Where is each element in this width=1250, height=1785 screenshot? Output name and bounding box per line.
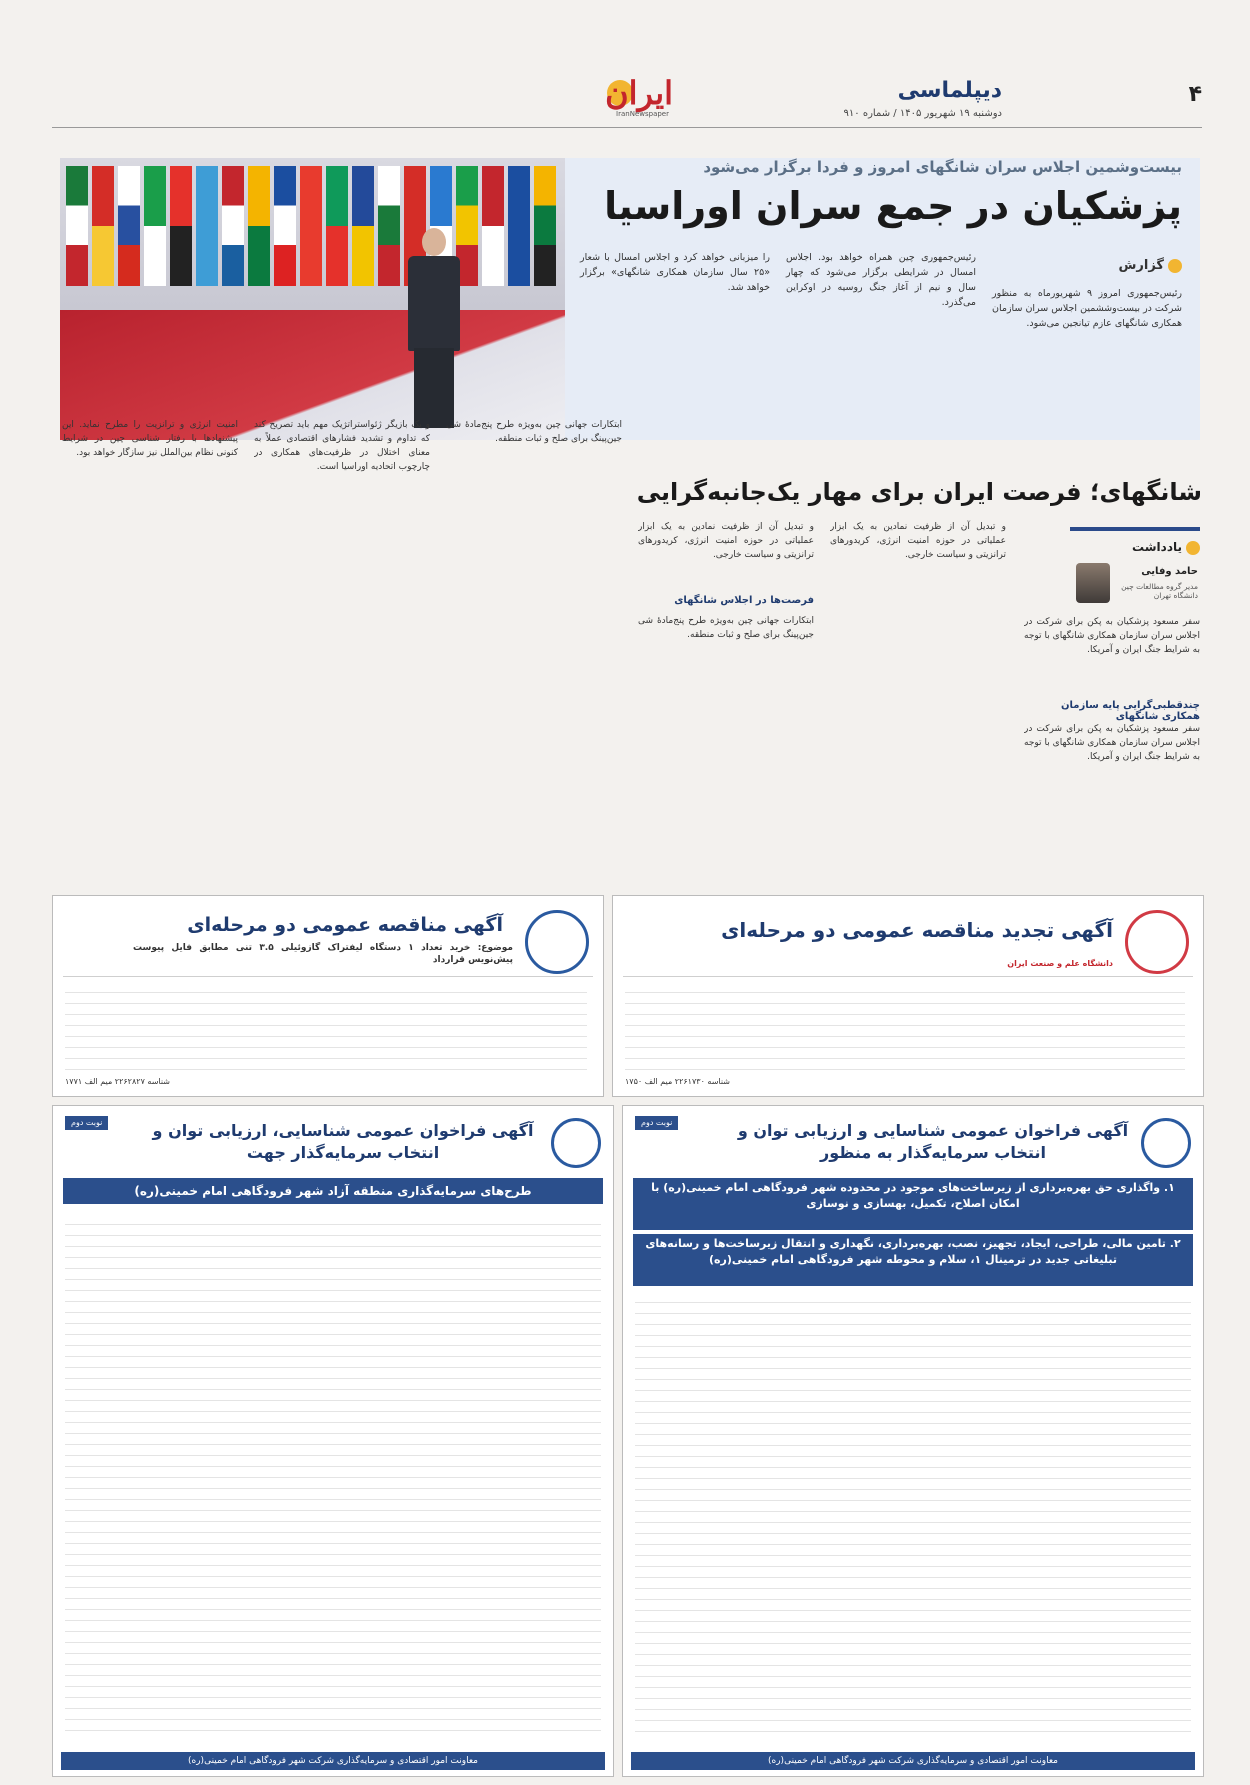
ad2-footer-id: شناسه ۲۲۶۲۸۲۷ میم الف ۱۷۷۱: [65, 1077, 170, 1086]
bank-emblem: [525, 910, 589, 974]
yellow-dot-icon: [1186, 541, 1200, 555]
lead-column-1: رئیس‌جمهوری امروز ۹ شهریورماه به منظور شرکت در بیست‌وششمین اجلاس سران سازمان همکاری شانگهای عازم تیانجین می‌شود.: [992, 288, 1182, 329]
lead-story: [60, 158, 1200, 440]
newspaper-logo: [607, 74, 697, 118]
lead-headline: پزشکیان در جمع سران اوراسیا: [604, 184, 1182, 228]
opinion-col-5: و یک بازیگر ژئواستراتژیک مهم باید تصریح کند که تداوم و تشدید فشارهای اقتصادی عملاً به معنای اختلال در ظرفیت‌های همکاری در چارچوب اتحادیه اوراسیا است.: [254, 420, 430, 472]
ad4-footer: معاونت امور اقتصادی و سرمایه‌گذاری شرکت شهر فرودگاهی امام خمینی(ره): [61, 1752, 605, 1770]
ad3-badge: نوبت دوم: [635, 1116, 678, 1130]
iran-emblem: [1141, 1118, 1191, 1168]
ad1-title: آگهی تجدید مناقصه عمومی دو مرحله‌ای: [721, 918, 1113, 942]
opinion-subhead-2: فرصت‌ها در اجلاس شانگهای: [674, 595, 814, 606]
opinion-col-3: ابتکارات جهانی چین به‌ویژه طرح پنج‌مادهٔ شی جین‌پینگ برای صلح و ثبات منطقه.: [638, 616, 814, 640]
lead-section-tag: گزارش: [1118, 258, 1182, 273]
ad2-subject: موضوع: خرید تعداد ۱ دستگاه لیفتراک گازوئیلی ۳.۵ تنی مطابق فایل پیوست پیش‌نویس قرارداد: [133, 943, 514, 965]
university-emblem: [1125, 910, 1189, 974]
ad3-footer: معاونت امور اقتصادی و سرمایه‌گذاری شرکت شهر فرودگاهی امام خمینی(ره): [631, 1752, 1195, 1770]
masthead: [52, 72, 1202, 128]
ad1-footer-id: شناسه ۲۲۶۱۷۳۰ میم الف ۱۷۵۰: [625, 1077, 730, 1086]
opinion-col-3a: و تبدیل آن از ظرفیت نمادین به یک ابزار عملیاتی در حوزه امنیت انرژی، کریدورهای ترانزیتی و سیاست خارجی.: [638, 522, 814, 560]
opinion-subhead-1: چندقطبی‌گرایی پایه سازمان همکاری شانگهای: [1060, 700, 1200, 722]
dateline: دوشنبه ۱۹ شهریور ۱۴۰۵ / شماره ۹۱۰: [843, 108, 1002, 119]
ad-call-investor-2: [52, 1105, 614, 1777]
author-role: مدیر گروه مطالعات چین دانشگاه تهران: [1121, 582, 1198, 600]
opinion-col-1b: سفر مسعود پزشکیان به پکن برای شرکت در اجلاس سران سازمان همکاری شانگهای با توجه به شرایط جنگ ایران و آمریکا.: [1024, 724, 1200, 762]
ad3-title: آگهی فراخوان عمومی شناسایی و ارزیابی توان و انتخاب سرمایه‌گذار به منظور: [737, 1121, 1129, 1162]
ad-tender-renewal: [612, 895, 1204, 1097]
author-name: حامد وفایی: [1141, 566, 1198, 577]
opinion-col-2: و تبدیل آن از ظرفیت نمادین به یک ابزار عملیاتی در حوزه امنیت انرژی، کریدورهای ترانزیتی و سیاست خارجی.: [830, 522, 1006, 560]
ad4-badge: نوبت دوم: [65, 1116, 108, 1130]
ad1-organization: دانشگاه علم و صنعت ایران: [1007, 959, 1113, 968]
opinion-headline: شانگهای؛ فرصت ایران برای مهار یک‌جانبه‌گرایی: [636, 478, 1202, 506]
ad-call-investor-1: [622, 1105, 1204, 1777]
opinion-col-4: ابتکارات جهانی چین به‌ویژه طرح پنج‌مادهٔ شی جین‌پینگ برای صلح و ثبات منطقه.: [446, 420, 622, 444]
opinion-col-6: امنیت انرژی و ترانزیت را مطرح نماید. این پیشنهادها با رفتار شناسی چین در شرایط کنونی نظام بین‌الملل نیز سازگار خواهد بود.: [62, 420, 238, 458]
lead-column-3: را میزبانی خواهد کرد و اجلاس امسال با شعار «۲۵ سال سازمان همکاری شانگهای» برگزار خواهد شد.: [580, 252, 770, 293]
logo-wordmark: ایران: [605, 74, 673, 112]
ad4-title: آگهی فراخوان عمومی شناسایی، ارزیابی توان و انتخاب سرمایه‌گذار جهت: [152, 1121, 534, 1162]
note-flag: [1070, 527, 1200, 531]
page-number: ۴: [1188, 82, 1202, 107]
yellow-dot-icon: [1168, 259, 1182, 273]
ad3-item-2: ۲. تامین مالی، طراحی، ایجاد، تجهیز، نصب، بهره‌برداری، نگهداری و انتقال زیرساخت‌ها و رسانه‌های تبلیغاتی جدید در ترمینال ۱، سلام و محوطه شهر فرودگاهی امام خمینی(ره): [633, 1234, 1193, 1286]
section-title: دیپلماسی: [897, 78, 1002, 103]
lead-column-2: رئیس‌جمهوری چین همراه خواهد بود. اجلاس امسال در شرایطی برگزار می‌شود که چهار سال و نیم از آغاز جنگ روسیه در اوکراین می‌گذرد.: [786, 252, 976, 308]
ad-tender-two-stage: [52, 895, 604, 1097]
ad2-title: آگهی مناقصه عمومی دو مرحله‌ای: [187, 914, 503, 936]
logo-subtitle: IranNewspaper: [616, 110, 669, 118]
opinion-col-1: سفر مسعود پزشکیان به پکن برای شرکت در اجلاس سران سازمان همکاری شانگهای با توجه به شرایط جنگ ایران و آمریکا.: [1024, 617, 1200, 655]
ad4-subject-band: طرح‌های سرمایه‌گذاری منطقه آزاد شهر فرودگاهی امام خمینی(ره): [63, 1178, 603, 1204]
lead-kicker: بیست‌وشمین اجلاس سران شانگهای امروز و فردا برگزار می‌شود: [703, 158, 1182, 176]
walking-person: [400, 228, 470, 428]
opinion-label: یادداشت: [1132, 540, 1200, 555]
iran-emblem: [551, 1118, 601, 1168]
author-photo: [1076, 563, 1110, 603]
ad3-item-1: ۱. واگذاری حق بهره‌برداری از زیرساخت‌های موجود در محدوده شهر فرودگاهی امام خمینی(ره) با امکان اصلاح، تکمیل، بهسازی و نوسازی: [633, 1178, 1193, 1230]
lead-photo: [60, 158, 565, 440]
